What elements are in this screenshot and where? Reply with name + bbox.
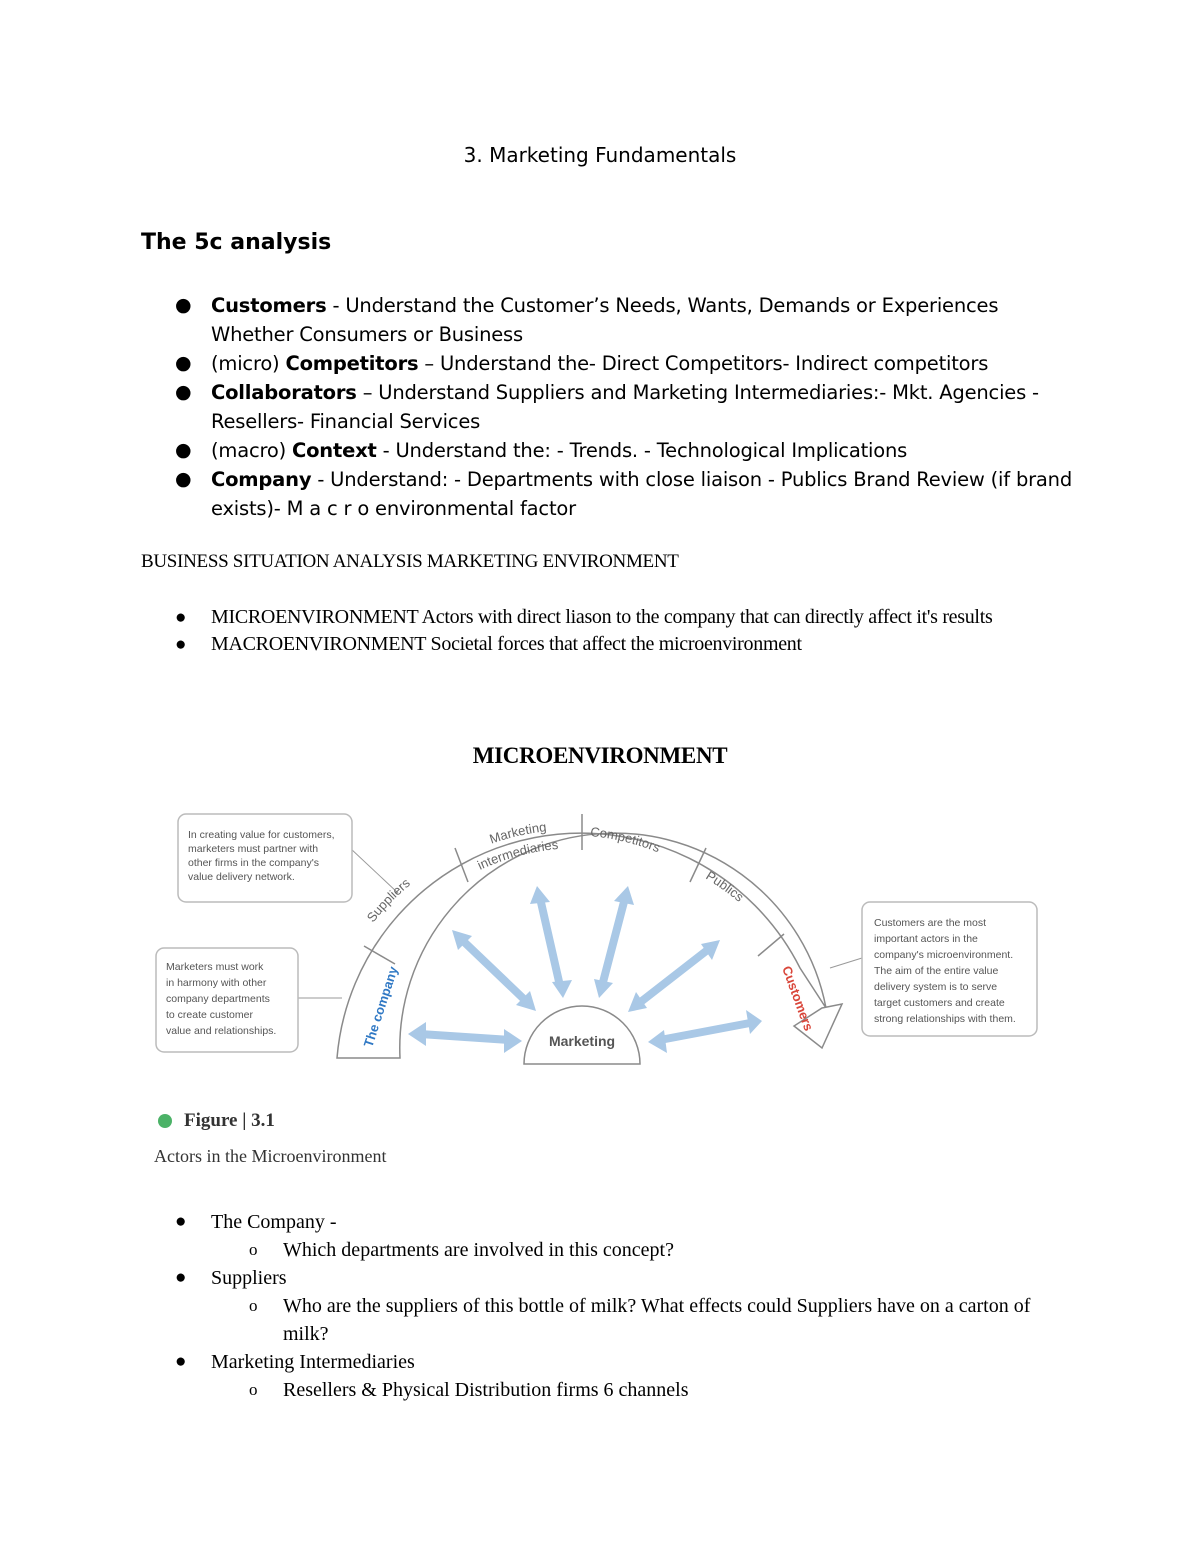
list-item: ● Collaborators – Understand Suppliers and Marketing Intermediaries:- Mkt. Agencies - Resellers- Financial Services	[0, 378, 1200, 436]
bullet-icon: ●	[175, 439, 192, 461]
sub-bullet-icon: o	[249, 1240, 258, 1259]
arc-label-competitors: Competitors	[589, 824, 663, 856]
section-heading-5c: The 5c analysis	[141, 230, 332, 255]
list-item: ● (macro) Context - Understand the: - Trends. - Technological Implications	[0, 436, 1200, 465]
arrow	[638, 948, 710, 1004]
bullet-icon: ●	[175, 634, 187, 655]
environment-list	[0, 604, 1200, 658]
list-item: ● MICROENVIRONMENT Actors with direct liason to the company that can directly affect it's results	[0, 604, 1200, 631]
five-c-list	[0, 291, 1200, 523]
callout-text: Marketers must work in harmony with other company departments to create customer value and relationships.	[166, 961, 277, 1037]
arc-label-company: The company	[360, 964, 401, 1049]
arrowhead	[614, 886, 634, 905]
arc-label-intermediaries: Marketing	[487, 819, 548, 847]
callout-connector	[830, 958, 862, 968]
arrow	[540, 898, 560, 986]
bullet-icon: ●	[175, 352, 192, 374]
term: MACROENVIRONMENT	[211, 633, 426, 655]
arrowhead	[408, 1022, 426, 1046]
figure-title: Actors in the Microenvironment	[154, 1146, 387, 1166]
list-item: ● (micro) Competitors – Understand the- Direct Competitors- Indirect competitors	[0, 349, 1200, 378]
term: Competitors	[285, 352, 419, 375]
bullet-icon: ●	[175, 607, 187, 628]
arrow	[602, 898, 625, 986]
arrow	[420, 1034, 510, 1040]
sub-list-item: o Which departments are involved in this concept?	[0, 1236, 1200, 1264]
term: Collaborators	[211, 381, 357, 404]
arc-label-publics: Publics	[703, 867, 747, 905]
actors-list	[0, 1208, 1200, 1404]
list-item: ● Marketing Intermediaries	[0, 1348, 1200, 1376]
bullet-icon: ●	[175, 1351, 187, 1372]
arrowhead	[648, 1030, 667, 1053]
microenvironment-figure	[150, 808, 1050, 1080]
bullet-icon: ●	[175, 1211, 187, 1232]
figure-label: Figure | 3.1	[184, 1110, 275, 1131]
sub-bullet-icon: o	[249, 1296, 258, 1315]
list-item: ● Customers - Understand the Customer’s Needs, Wants, Demands or Experiences Whether Consumers or Business	[0, 291, 1200, 349]
arrowhead	[530, 886, 550, 904]
term: Context	[292, 439, 377, 462]
list-item: ● MACROENVIRONMENT Societal forces that affect the microenvironment	[0, 631, 1200, 658]
sub-bullet-icon: o	[249, 1380, 258, 1399]
term: Company	[211, 468, 312, 491]
bullet-icon: ●	[175, 1267, 187, 1288]
arrowhead	[552, 980, 572, 998]
term: MICROENVIRONMENT	[211, 606, 419, 628]
list-item: ● Suppliers	[0, 1264, 1200, 1292]
figure-dot-icon	[158, 1114, 172, 1128]
sub-list-item: o Who are the suppliers of this bottle of milk? What effects could Suppliers have on a carton of milk?	[0, 1292, 1200, 1348]
callout-text: Customers are the most important actors in the company's microenvironment. The aim of the entire value delivery system is to serve target customers and create strong relationships with them.	[874, 917, 1016, 1025]
arc-divider	[758, 934, 784, 956]
marketing-center-label: Marketing	[548, 1033, 616, 1049]
bullet-icon: ●	[175, 468, 192, 490]
arrowhead	[504, 1029, 522, 1053]
callout-text: In creating value for customers, marketers must partner with other firms in the company's value delivery network.	[188, 829, 335, 883]
arrow	[660, 1023, 750, 1040]
arc-label-customers: Customers	[779, 963, 817, 1033]
term: Customers	[211, 294, 327, 317]
list-item: ● The Company -	[0, 1208, 1200, 1236]
microenvironment-diagram	[150, 808, 1050, 1080]
arrow	[460, 938, 528, 1003]
arc-label-suppliers: Suppliers	[363, 875, 413, 925]
arc-label-intermediaries: intermediaries	[474, 836, 559, 873]
arrowhead	[594, 979, 613, 998]
arrowhead	[746, 1010, 762, 1034]
list-item: ● Company - Understand: - Departments with close liaison - Publics Brand Review (if brand exists)- M a c r o environmental factor	[0, 465, 1200, 523]
bullet-icon: ●	[175, 381, 192, 403]
situation-heading: BUSINESS SITUATION ANALYSIS MARKETING ENVIRONMENT	[141, 551, 679, 572]
microenvironment-heading: MICROENVIRONMENT	[472, 743, 728, 768]
bullet-icon: ●	[175, 294, 192, 316]
document-title: 3. Marketing Fundamentals	[463, 143, 737, 167]
sub-list-item: o Resellers & Physical Distribution firms 6 channels	[0, 1376, 1200, 1404]
